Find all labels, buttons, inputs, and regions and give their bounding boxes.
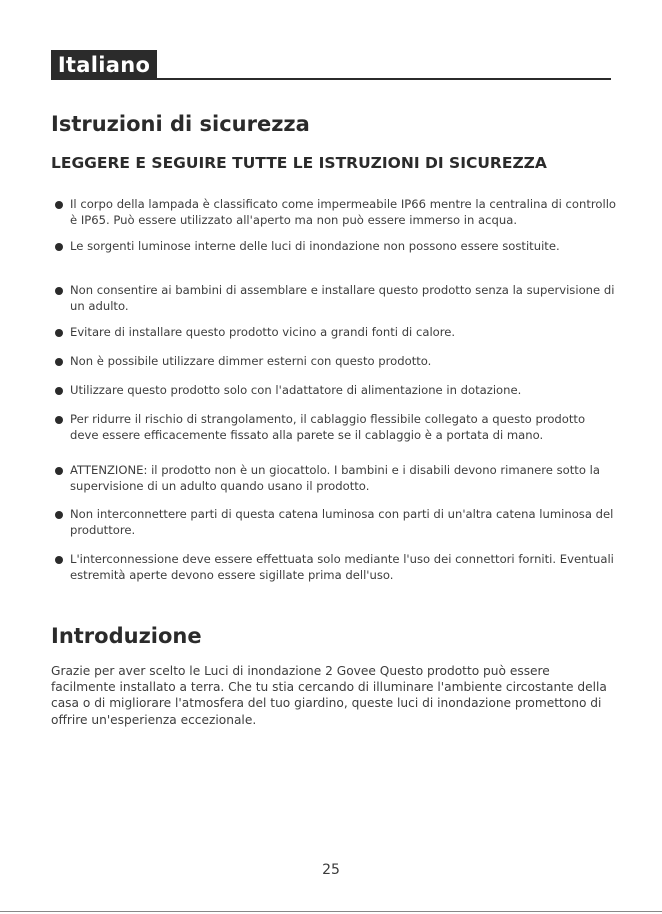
safety-item-text: Le sorgenti luminose interne delle luci di inondazione non possono essere sostituite. <box>70 239 560 253</box>
language-tab: Italiano <box>51 50 157 80</box>
safety-item <box>51 283 616 314</box>
safety-item <box>51 507 616 538</box>
safety-item-text: Non interconnettere parti di questa catena luminosa con parti di un'altra catena luminosa del produttore. <box>70 507 614 537</box>
safety-item <box>51 552 616 583</box>
page-number: 25 <box>322 862 340 878</box>
bullet-dot-icon <box>55 201 63 209</box>
safety-item <box>51 463 616 494</box>
safety-item-text: ATTENZIONE: il prodotto non è un giocattolo. I bambini e i disabili devono rimanere sotto la supervisione di un adulto quando usano il prodotto. <box>70 463 600 493</box>
safety-subtitle: LEGGERE E SEGUIRE TUTTE LE ISTRUZIONI DI SICUREZZA <box>51 154 547 172</box>
safety-item <box>51 383 616 399</box>
safety-item-text: Non consentire ai bambini di assemblare e installare questo prodotto senza la supervisione di un adulto. <box>70 283 615 313</box>
bullet-dot-icon <box>55 287 63 295</box>
safety-item <box>51 239 616 255</box>
bottom-rule <box>0 911 662 912</box>
bullet-dot-icon <box>55 387 63 395</box>
language-header <box>51 50 611 80</box>
safety-item <box>51 325 616 341</box>
safety-item-text: L'interconnessione deve essere effettuata solo mediante l'uso dei connettori forniti. Eventuali estremità aperte devono essere sigillate prima dell'uso. <box>70 552 614 582</box>
bullet-dot-icon <box>55 358 63 366</box>
bullet-dot-icon <box>55 511 63 519</box>
bullet-dot-icon <box>55 416 63 424</box>
safety-item-text: Il corpo della lampada è classificato come impermeabile IP66 mentre la centralina di controllo è IP65. Può essere utilizzato all'aperto ma non può essere immerso in acqua. <box>70 197 617 227</box>
safety-item <box>51 197 616 228</box>
bullet-dot-icon <box>55 556 63 564</box>
safety-item-text: Per ridurre il rischio di strangolamento, il cablaggio flessibile collegato a questo prodotto deve essere efficacemente fissato alla parete se il cablaggio è a portata di mano. <box>70 412 586 442</box>
safety-title: Istruzioni di sicurezza <box>51 112 310 136</box>
intro-title: Introduzione <box>51 624 202 648</box>
safety-item-text: Utilizzare questo prodotto solo con l'adattatore di alimentazione in dotazione. <box>70 383 522 397</box>
bullet-dot-icon <box>55 467 63 475</box>
header-rule <box>157 78 611 80</box>
safety-item <box>51 412 616 443</box>
bullet-dot-icon <box>55 329 63 337</box>
intro-paragraph: Grazie per aver scelto le Luci di inondazione 2 Govee Questo prodotto può essere facilmente installato a terra. Che tu stia cercando di illuminare l'ambiente circostante della casa o di migliorare l'atmosfera del tuo giardino, queste luci di inondazione promettono di offrire un'esperienza eccezionale. <box>51 664 607 727</box>
bullet-dot-icon <box>55 243 63 251</box>
safety-item <box>51 354 616 370</box>
safety-item-text: Non è possibile utilizzare dimmer esterni con questo prodotto. <box>70 354 432 368</box>
safety-item-text: Evitare di installare questo prodotto vicino a grandi fonti di calore. <box>70 325 456 339</box>
